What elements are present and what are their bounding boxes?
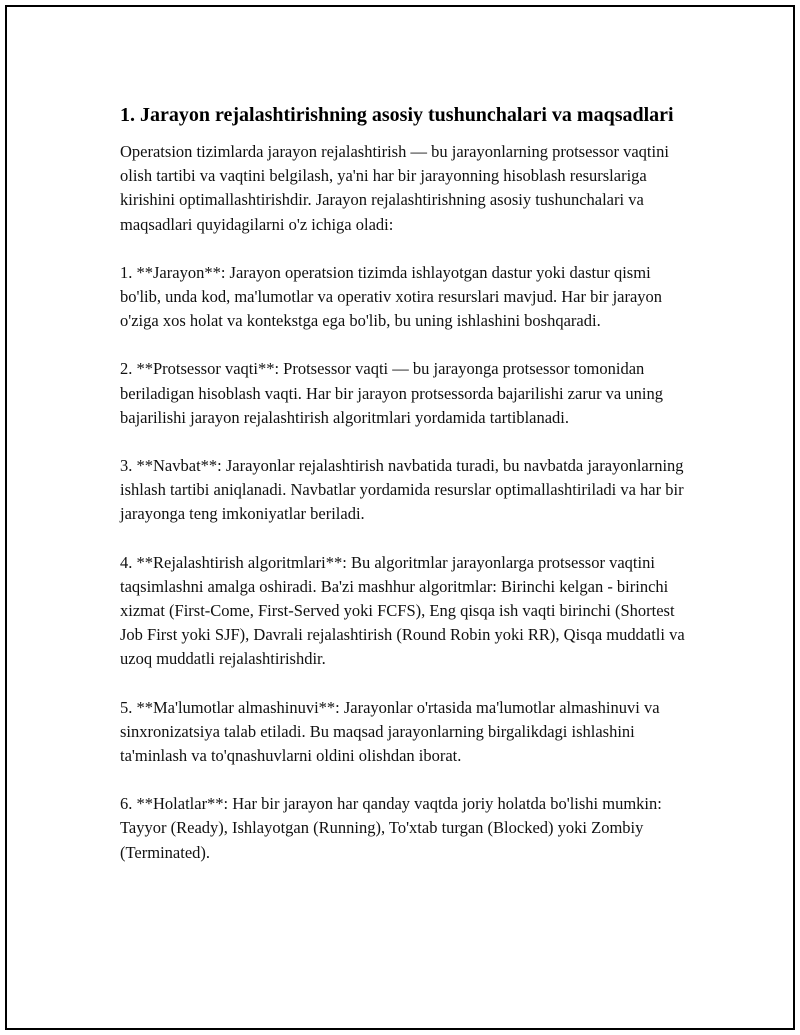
intro-paragraph: Operatsion tizimlarda jarayon rejalashtirish — bu jarayonlarning protsessor vaqtini olish tartibi va vaqtini belgilash, ya'ni har bir jarayonning hisoblash resurslariga kirishini optimallashtirishdir. Jarayon rejalashtirishning asosiy tushunchalari va maqsadlari quyidagilarni o'z ichiga oladi: bbox=[120, 142, 669, 234]
list-item-holatlar: 6. **Holatlar**: Har bir jarayon har qanday vaqtda joriy holatda bo'lishi mumkin: Tayyor (Ready), Ishlayotgan (Running), To'xtab turgan (Blocked) yoki Zombiy (Terminated). bbox=[120, 794, 662, 862]
list-item-malumotlar-almashinuvi: 5. **Ma'lumotlar almashinuvi**: Jarayonlar o'rtasida ma'lumotlar almashinuvi va sinxronizatsiya talab etiladi. Bu maqsad jarayonlarning birgalikdagi ishlashini ta'minlash va to'qnashuvlarni oldini olishdan iborat. bbox=[120, 697, 660, 766]
list-item-jarayon: 1. **Jarayon**: Jarayon operatsion tizimda ishlayotgan dastur yoki dastur qismi bo'lib, unda kod, ma'lumotlar va operativ xotira resurslari mavjud. Har bir jarayon o'ziga xos holat va kontekstga ega bo'lib, bu uning ishlashini boshqaradi. bbox=[120, 262, 663, 331]
document-body bbox=[120, 101, 695, 889]
section-heading: 1. Jarayon rejalashtirishning asosiy tushunchalari va maqsadlari bbox=[120, 104, 674, 126]
list-item-protsessor-vaqti: 2. **Protsessor vaqti**: Protsessor vaqti — bu jarayonga protsessor tomonidan beriladigan hisoblash vaqti. Har bir jarayon protsessorda bajarilishi zarur va uning bajarilishi jarayon rejalashtirish algoritmlari yordamida tartiblanadi. bbox=[120, 359, 663, 427]
list-item-navbat: 3. **Navbat**: Jarayonlar rejalashtirish navbatida turadi, bu navbatda jarayonlarning ishlash tartibi aniqlanadi. Navbatlar yordamida resurslar optimallashtiriladi va har bir jarayonga teng imkoniyatlar beriladi. bbox=[120, 456, 684, 524]
list-item-rejalashtirish-algoritmlari: 4. **Rejalashtirish algoritmlari**: Bu algoritmlar jarayonlarga protsessor vaqtini taqsimlashni amalga oshiradi. Ba'zi mashhur algoritmlar: Birinchi kelgan - birinchi xizmat (First-Come, First-Served yoki FCFS), Eng qisqa ish vaqti birinchi (Shortest Job First yoki SJF), Davrali rejalashtirish (Round Robin yoki RR), Qisqa muddatli va uzoq muddatli rejalashtirishdir. bbox=[120, 552, 685, 669]
page-frame bbox=[5, 5, 795, 1030]
